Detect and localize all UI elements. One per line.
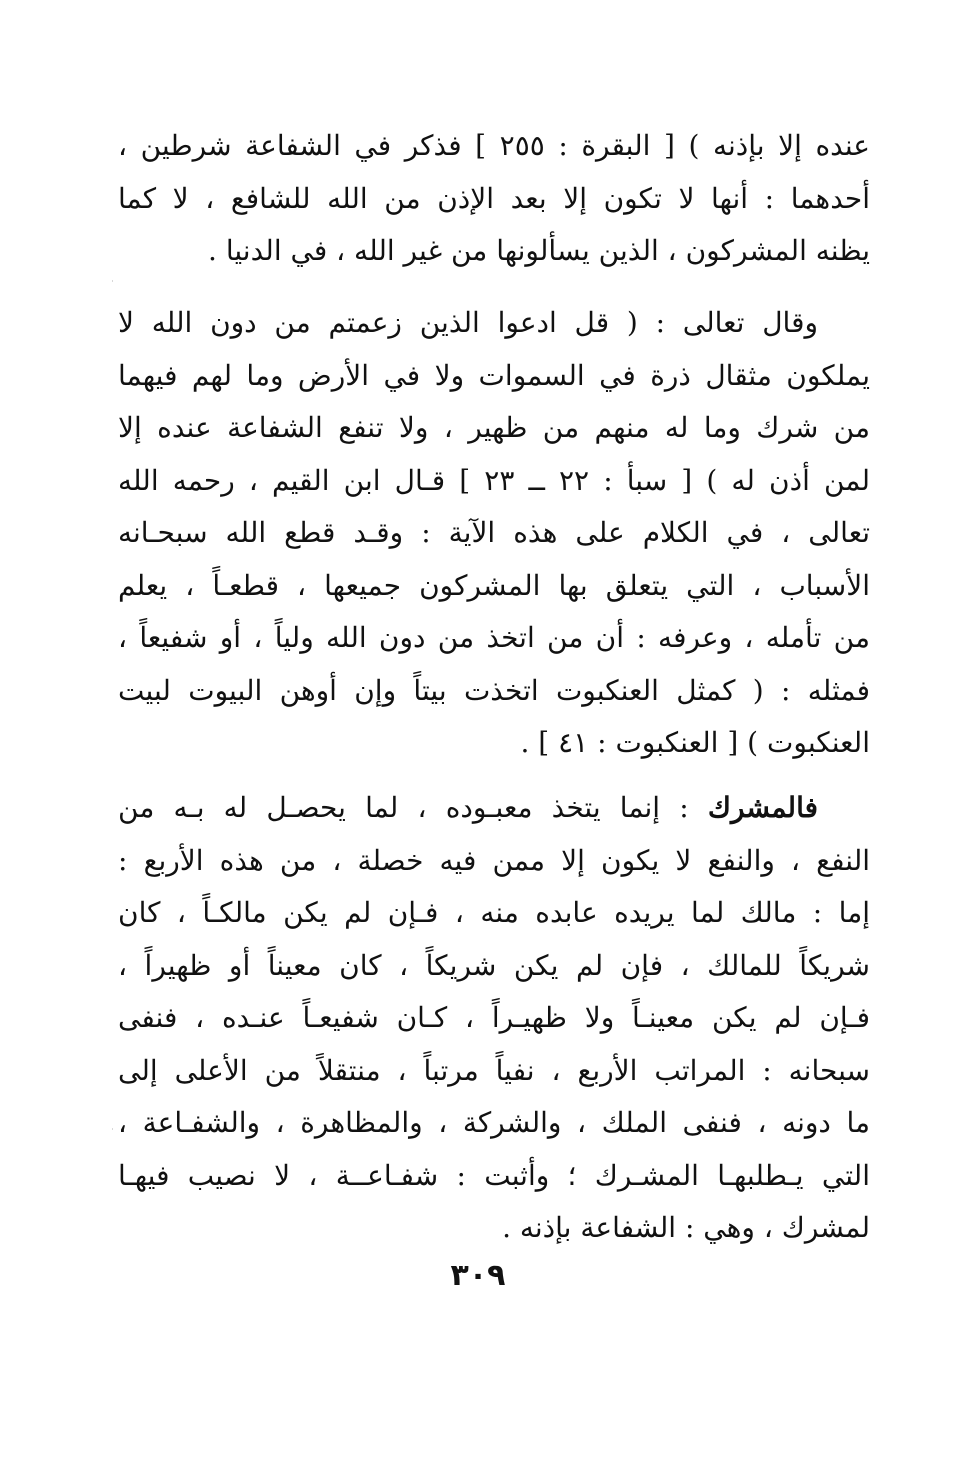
text-line: النفع ، والنفع لا يكون إلا ممن فيه خصلة ، من هذه الأربع : xyxy=(118,843,870,877)
text-line: تعالى ، في الكلام على هذه الآية : وقـد قطع الله سبحـانه xyxy=(118,516,870,549)
text-line: يملكون مثقال ذرة في السموات ولا في الأرض وما لهم فيهما xyxy=(118,358,870,392)
scan-artifact xyxy=(112,1128,113,1130)
text-line: سبحانه : المراتب الأربع ، نفياً مرتباً ، منتقلاً من الأعلى إلى xyxy=(118,1053,870,1087)
text-line: من تأمله ، وعرفه : أن من اتخذ من دون الله ولياً ، أو شفيعاً ، xyxy=(118,621,870,654)
lead-word: فالمشرك xyxy=(707,791,818,824)
text-line: أحدهما : أنها لا تكون إلا بعد الإذن من الله للشافع ، لا كما xyxy=(118,181,870,215)
paragraph-2 xyxy=(118,297,870,770)
text-line: لمشرك ، وهي : الشفاعة بإذنه . xyxy=(502,1211,870,1244)
text-line: يظنه المشركون ، الذين يسألونها من غير الله ، في الدنيا . xyxy=(208,234,870,267)
page-number: ٣٠٩ xyxy=(450,1258,506,1293)
text-line: إما : مالك لما يريده عابده منه ، فـإن لم يكن مالكـاً ، كان xyxy=(118,896,870,929)
text-line: وقال تعالى : ( قل ادعوا الذين زعمتم من دون الله لا xyxy=(118,306,818,339)
text-line: فمثله : ( كمثل العنكبوت اتخذت بيتاً وإن أوهن البيوت لبيت xyxy=(118,673,870,707)
text-line: من شرك وما له منهم من ظهير ، ولا تنفع الشفاعة عنده إلا xyxy=(118,411,870,444)
paragraph-3 xyxy=(118,782,870,1255)
text-line: ما دونه ، فنفى الملك ، والشركة ، والمظاهرة ، والشفـاعة ، xyxy=(118,1106,870,1139)
text-line: التي يـطلبهـا المشـرك ؛ وأثبت : شفـاعــة ، لا نصيب فيهـا xyxy=(118,1158,870,1192)
text-line: لمن أذن له ) [ سبأ : ٢٢ ــ ٢٣ ] قـال ابن القيم ، رحمه الله xyxy=(118,463,870,497)
text-line: الأسباب ، التي يتعلق بها المشركون جميعها ، قطعـاً ، يعلم xyxy=(118,568,870,602)
text-line xyxy=(118,782,870,835)
text-line: فـإن لم يكن معينـاً ولا ظهيـراً ، كـان شفيعـاً عنـده ، فنفى xyxy=(118,1001,870,1034)
scan-artifact xyxy=(112,280,113,282)
text-line: عنده إلا بإذنه ) [ البقرة : ٢٥٥ ] فذكر في الشفاعة شرطين ، xyxy=(118,129,870,162)
text-line: شريكاً للمالك ، فإن لم يكن شريكاً ، كان معيناً أو ظهيراً ، xyxy=(118,948,870,982)
paragraph-1 xyxy=(118,120,870,278)
text-line: العنكبوت ) [ العنكبوت : ٤١ ] . xyxy=(520,726,870,759)
text-line-rest: : إنما يتخذ معبـوده ، لما يحصـل له بـه من xyxy=(118,791,689,824)
